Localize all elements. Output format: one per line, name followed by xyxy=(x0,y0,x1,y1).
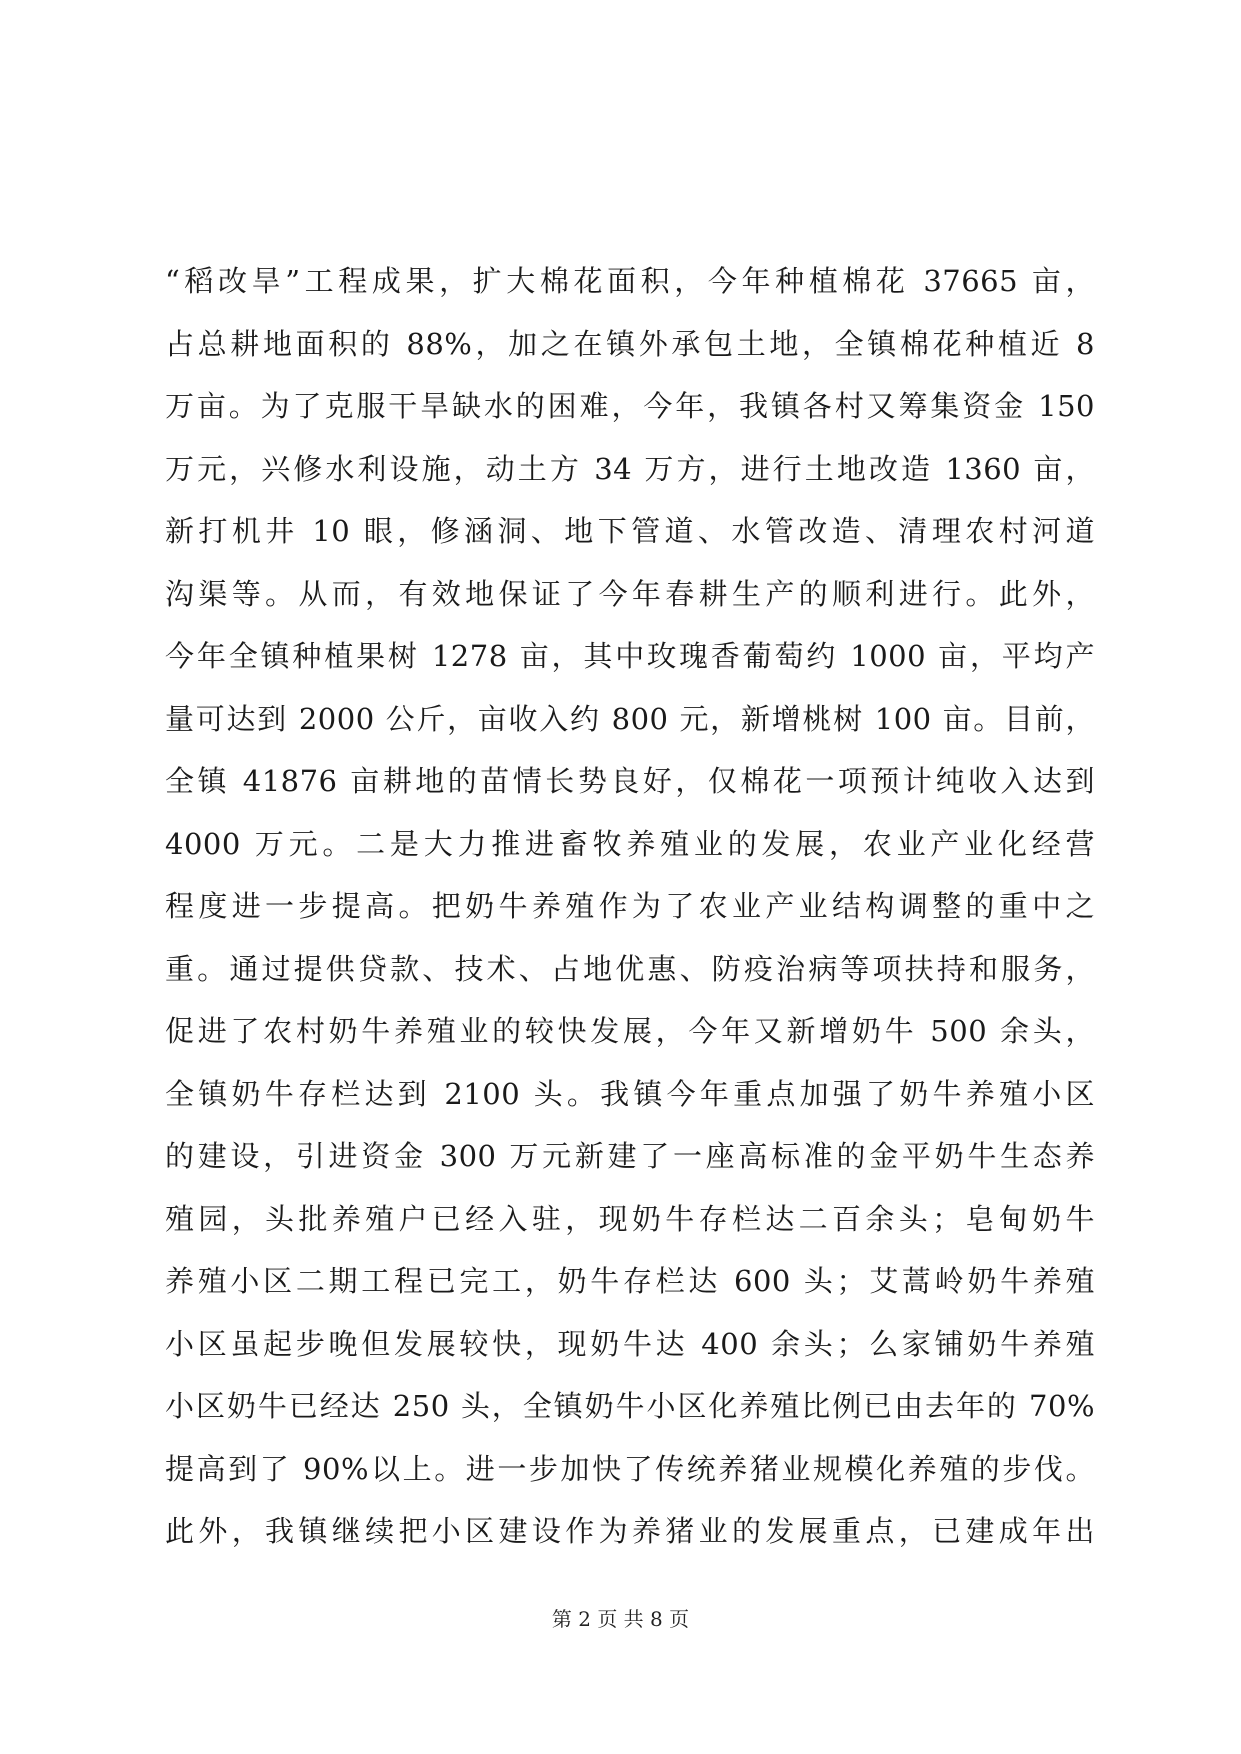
text-line-14: 全镇奶牛存栏达到 2100 头。我镇今年重点加强了奶牛养殖小区 xyxy=(165,1076,1095,1111)
text-line-6: 沟渠等。从而，有效地保证了今年春耕生产的顺利进行。此外， xyxy=(165,576,1095,611)
text-line-8: 量可达到 2000 公斤，亩收入约 800 元，新增桃树 100 亩。目前， xyxy=(165,701,1095,736)
text-line-7: 今年全镇种植果树 1278 亩，其中玫瑰香葡萄约 1000 亩，平均产 xyxy=(165,639,1095,673)
page-number-footer: 第 2 页 共 8 页 xyxy=(551,1607,690,1631)
text-line-19: 小区奶牛已经达 250 头，全镇奶牛小区化养殖比例已由去年的 70% xyxy=(165,1389,1095,1423)
text-line-10: 4000 万元。二是大力推进畜牧养殖业的发展，农业产业化经营 xyxy=(165,826,1095,861)
text-line-20: 提高到了 90%以上。进一步加快了传统养猪业规模化养殖的步伐。 xyxy=(165,1451,1095,1486)
text-line-17: 养殖小区二期工程已完工，奶牛存栏达 600 头；艾蒿岭奶牛养殖 xyxy=(165,1264,1095,1298)
text-line-15: 的建设，引进资金 300 万元新建了一座高标准的金平奶牛生态养 xyxy=(165,1139,1095,1173)
text-line-4: 万元，兴修水利设施，动土方 34 万方，进行土地改造 1360 亩， xyxy=(165,451,1095,486)
text-line-11: 程度进一步提高。把奶牛养殖作为了农业产业结构调整的重中之 xyxy=(165,889,1095,923)
text-line-5: 新打机井 10 眼，修涵洞、地下管道、水管改造、清理农村河道 xyxy=(165,514,1095,548)
body-text xyxy=(165,250,1095,1563)
text-line-21: 此外，我镇继续把小区建设作为养猪业的发展重点，已建成年出 xyxy=(165,1514,1095,1548)
text-line-3: 万亩。为了克服干旱缺水的困难，今年，我镇各村又筹集资金 150 xyxy=(165,389,1095,423)
text-line-9: 全镇 41876 亩耕地的苗情长势良好，仅棉花一项预计纯收入达到 xyxy=(165,764,1095,798)
text-line-2: 占总耕地面积的 88%，加之在镇外承包土地，全镇棉花种植近 8 xyxy=(165,326,1095,361)
text-line-1: “稻改旱”工程成果，扩大棉花面积，今年种植棉花 37665 亩， xyxy=(165,264,1095,298)
text-line-13: 促进了农村奶牛养殖业的较快发展，今年又新增奶牛 500 余头， xyxy=(165,1014,1095,1048)
text-line-18: 小区虽起步晚但发展较快，现奶牛达 400 余头；么家铺奶牛养殖 xyxy=(165,1326,1095,1361)
text-line-16: 殖园，头批养殖户已经入驻，现奶牛存栏达二百余头；皂甸奶牛 xyxy=(165,1201,1095,1236)
text-line-12: 重。通过提供贷款、技术、占地优惠、防疫治病等项扶持和服务， xyxy=(165,951,1095,986)
